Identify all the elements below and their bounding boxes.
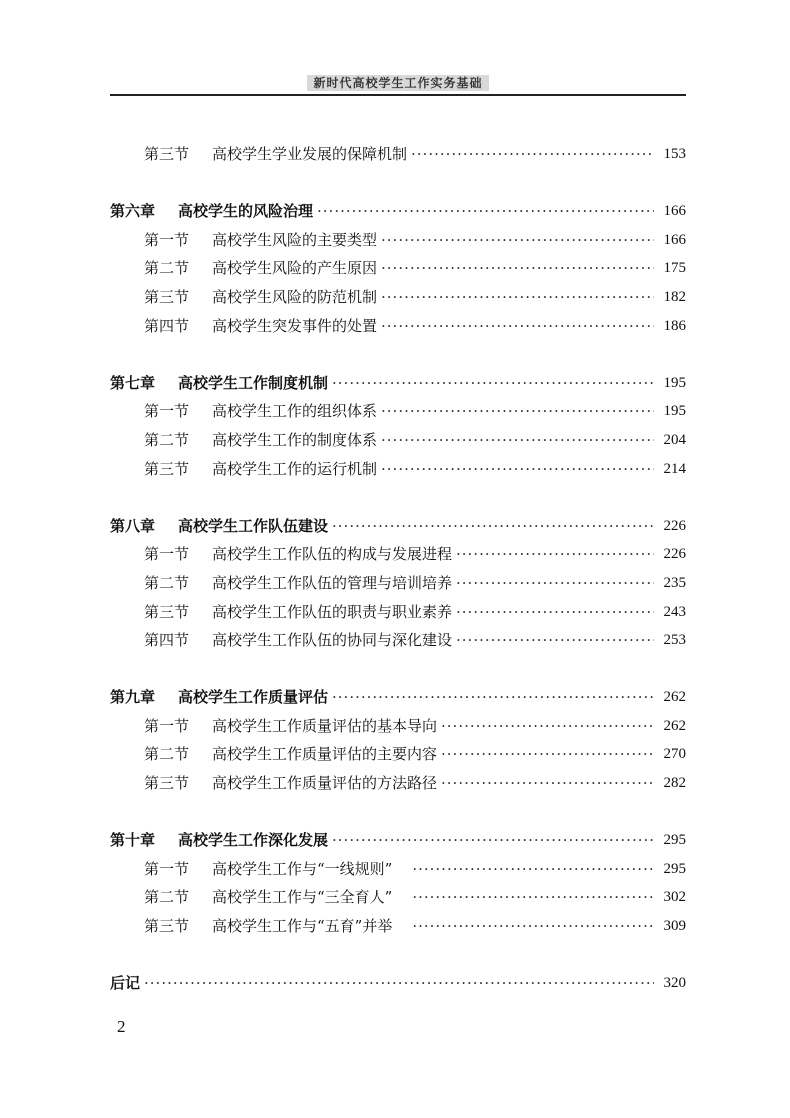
toc-entry[interactable] [110,312,686,341]
toc-entry[interactable] [110,883,686,912]
entry-title: 高校学生突发事件的处置 [212,316,378,335]
entry-number: 第二节 [144,430,190,449]
entry-number: 第二节 [144,745,190,764]
dot-leader [381,397,654,426]
page-number: 175 [663,260,686,277]
chapter-number: 第八章 [110,516,156,535]
toc-afterword[interactable] [110,969,686,998]
entry-number: 第四节 [144,316,190,335]
toc-entry[interactable] [110,569,686,598]
entry-title: 高校学生工作的运行机制 [212,459,378,478]
entry-number: 第二节 [144,259,190,278]
chapter-number: 第九章 [110,688,156,707]
dot-leader [456,569,654,598]
entry-title: 高校学生工作与“五育”并举 [212,917,393,936]
chapter-title: 高校学生工作制度机制 [178,373,329,392]
entry-title: 高校学生工作队伍的协同与深化建设 [212,631,453,650]
entry-number: 第二节 [144,888,190,907]
page-number: 186 [663,317,686,334]
page-number: 226 [663,517,686,534]
page-number: 320 [663,975,686,992]
entry-number: 第二节 [144,573,190,592]
page-number: 302 [663,889,686,906]
dot-leader [144,969,654,998]
entry-title: 高校学生工作质量评估的方法路径 [212,774,438,793]
toc-chapter[interactable] [110,369,686,398]
page-number: 153 [663,146,686,162]
dot-leader [381,312,654,341]
toc-entry[interactable] [110,140,686,169]
toc-entry[interactable] [110,254,686,283]
page-number: 195 [663,374,686,391]
entry-number: 第三节 [144,459,190,478]
dot-leader [441,769,654,798]
entry-title: 高校学生工作队伍的管理与培训培养 [212,573,453,592]
toc-entry[interactable] [110,598,686,627]
page-number: 214 [663,460,686,477]
page-number: 295 [663,860,686,877]
entry-title: 高校学生工作的组织体系 [212,402,378,421]
page-number: 243 [663,603,686,620]
dot-leader [412,912,654,941]
entry-title: 高校学生工作质量评估的主要内容 [212,745,438,764]
toc-chapter[interactable] [110,683,686,712]
table-of-contents [110,140,686,998]
entry-title: 高校学生工作质量评估的基本导向 [212,716,438,735]
chapter-title: 高校学生工作深化发展 [178,831,329,850]
entry-title: 高校学生学业发展的保障机制 [212,145,408,163]
entry-number: 第三节 [144,145,190,163]
toc-entry[interactable] [110,540,686,569]
dot-leader [412,855,654,884]
page-number: 235 [663,574,686,591]
toc-entry[interactable] [110,626,686,655]
entry-title: 高校学生工作的制度体系 [212,430,378,449]
entry-title: 高校学生工作队伍的职责与职业素养 [212,602,453,621]
dot-leader [381,426,654,455]
dot-leader [441,740,654,769]
toc-entry[interactable] [110,397,686,426]
chapter-title: 高校学生的风险治理 [178,202,314,221]
chapter-title: 高校学生工作队伍建设 [178,516,329,535]
dot-leader [381,226,654,255]
dot-leader [441,712,654,741]
dot-leader [411,140,654,169]
entry-number: 第一节 [144,859,190,878]
entry-number: 第三节 [144,602,190,621]
page-number: 166 [663,203,686,220]
chapter-number: 第十章 [110,831,156,850]
toc-entry[interactable] [110,426,686,455]
page-number: 166 [663,231,686,248]
book-title: 新时代高校学生工作实务基础 [307,75,488,91]
entry-title: 高校学生工作队伍的构成与发展进程 [212,545,453,564]
toc-entry[interactable] [110,855,686,884]
toc-entry[interactable] [110,226,686,255]
page-number: 182 [663,288,686,305]
page-number: 270 [663,746,686,763]
entry-number: 第四节 [144,631,190,650]
dot-leader [456,540,654,569]
running-header [110,74,686,96]
dot-leader [381,283,654,312]
dot-leader [456,598,654,627]
page-number: 204 [663,431,686,448]
toc-chapter[interactable] [110,512,686,541]
entry-number: 第一节 [144,716,190,735]
folio-page-number: 2 [117,1017,126,1036]
page-number: 262 [663,689,686,706]
page-number: 282 [663,775,686,792]
dot-leader [381,455,654,484]
entry-number: 第三节 [144,287,190,306]
afterword-title: 后记 [110,974,141,993]
entry-number: 第一节 [144,402,190,421]
dot-leader [456,626,654,655]
entry-number: 第一节 [144,230,190,249]
chapter-number: 第七章 [110,373,156,392]
entry-number: 第一节 [144,545,190,564]
toc-entry[interactable] [110,283,686,312]
page-number: 195 [663,403,686,420]
entry-title: 高校学生风险的防范机制 [212,287,378,306]
toc-entry[interactable] [110,769,686,798]
page-number: 253 [663,632,686,649]
dot-leader [332,683,654,712]
toc-chapter[interactable] [110,197,686,226]
dot-leader [381,254,654,283]
entry-title: 高校学生工作与“三全育人” [212,888,393,907]
toc-entry[interactable] [110,740,686,769]
entry-number: 第三节 [144,917,190,936]
chapter-title: 高校学生工作质量评估 [178,688,329,707]
page-number: 262 [663,717,686,734]
entry-title: 高校学生工作与“一线规则” [212,859,393,878]
toc-entry[interactable] [110,712,686,741]
dot-leader [412,883,654,912]
dot-leader [317,197,654,226]
toc-entry[interactable] [110,912,686,941]
dot-leader [332,512,654,541]
dot-leader [332,369,654,398]
chapter-number: 第六章 [110,202,156,221]
entry-title: 高校学生风险的产生原因 [212,259,378,278]
entry-title: 高校学生风险的主要类型 [212,230,378,249]
page-number: 226 [663,546,686,563]
entry-number: 第三节 [144,774,190,793]
page-number: 295 [663,832,686,849]
toc-chapter[interactable] [110,826,686,855]
dot-leader [332,826,654,855]
toc-entry[interactable] [110,455,686,484]
page-number: 309 [663,918,686,935]
